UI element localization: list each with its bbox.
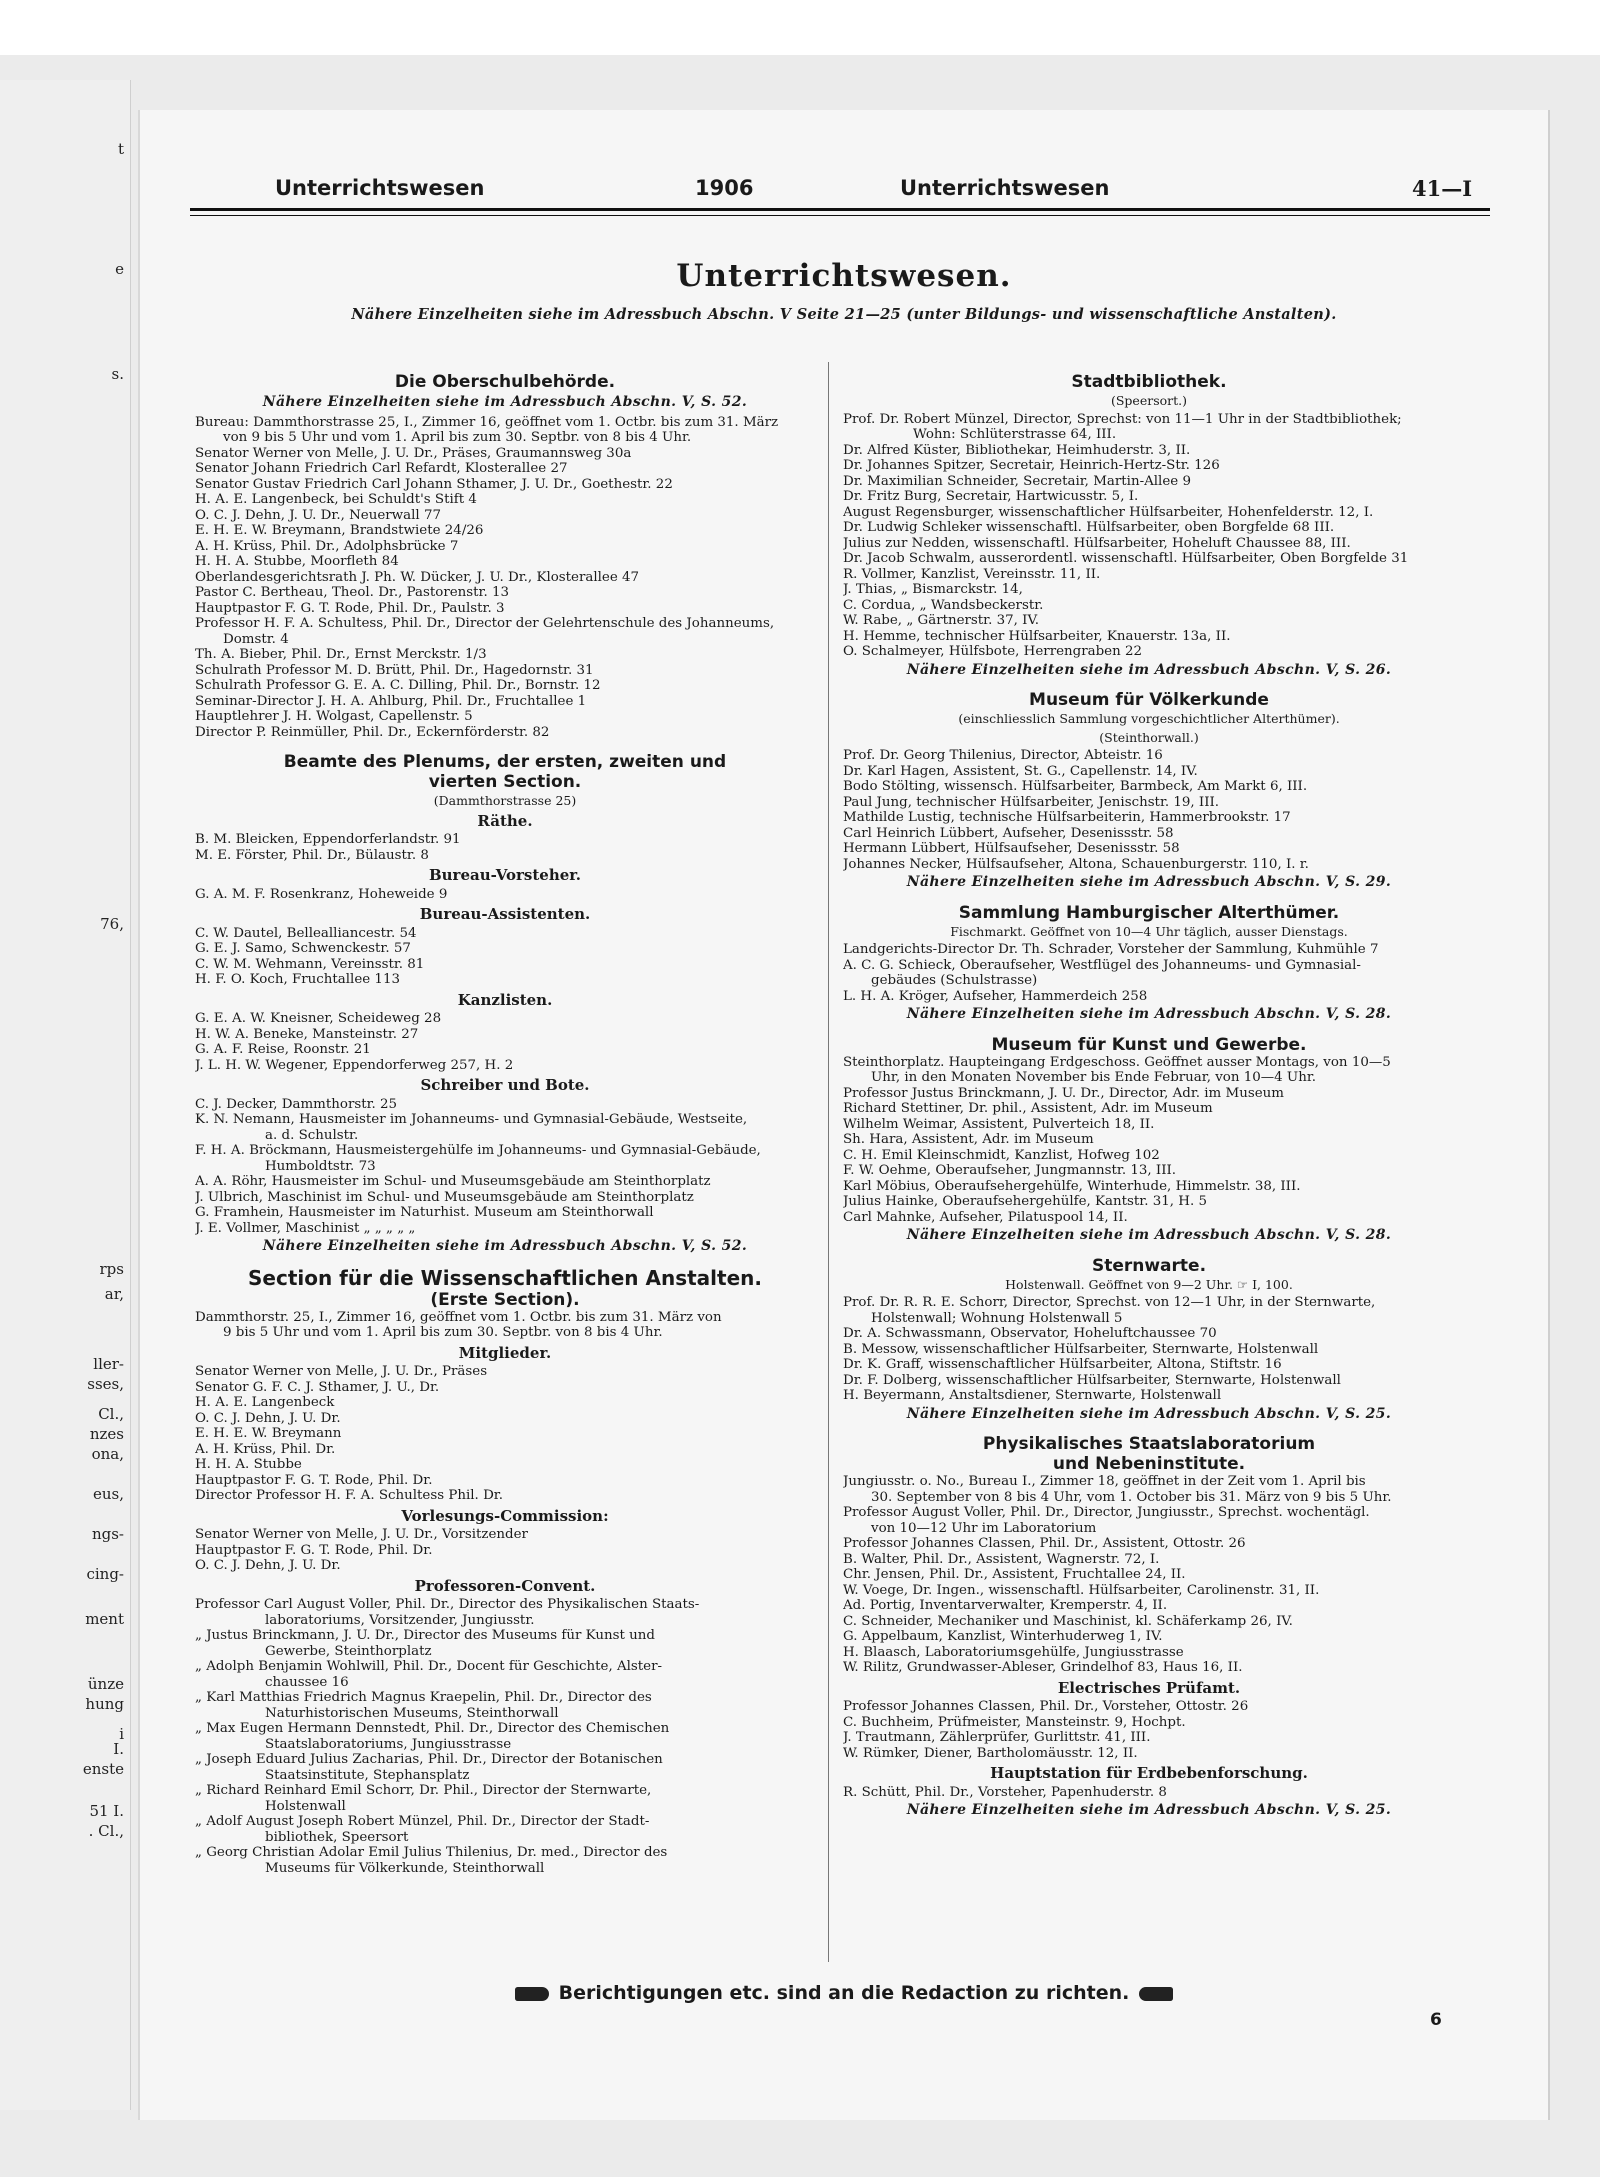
entry-line: Professor H. F. A. Schultess, Phil. Dr., Director der Gelehrtenschule des Johanneums, bbox=[195, 616, 775, 631]
entry-line: H. H. A. Stubbe bbox=[195, 1457, 302, 1472]
entry-line: B. Walter, Phil. Dr., Assistent, Wagnerstr. 72, I. bbox=[843, 1551, 1160, 1567]
section-title: Physikalisches Staatslaboratorium bbox=[982, 1434, 1316, 1454]
reference-note: Nähere Einzelheiten siehe im Adressbuch Abschn. V, S. 25. bbox=[906, 1405, 1392, 1422]
document-page bbox=[138, 110, 1548, 2120]
subsection-title: Schreiber und Bote. bbox=[420, 1076, 590, 1094]
entry-line: A. C. G. Schieck, Oberaufseher, Westflügel des Johanneums- und Gymnasial- bbox=[843, 957, 1361, 973]
entry-line: August Regensburger, wissenschaftlicher Hülfsarbeiter, Hohenfelderstr. 12, I. bbox=[843, 504, 1374, 520]
entry-line: von 9 bis 5 Uhr und vom 1. April bis zum 30. Septbr. von 8 bis 4 Uhr. bbox=[223, 430, 692, 445]
entry-line: H. W. A. Beneke, Mansteinstr. 27 bbox=[195, 1026, 419, 1042]
entry-line: „ Max Eugen Hermann Dennstedt, Phil. Dr., Director des Chemischen bbox=[195, 1721, 670, 1736]
margin-fragment: sses, bbox=[87, 1375, 124, 1393]
entry-line: chaussee 16 bbox=[265, 1674, 349, 1690]
entry-line: H. F. O. Koch, Fruchtallee 113 bbox=[195, 972, 400, 987]
margin-fragment: ona, bbox=[91, 1445, 124, 1463]
entry-line: „ Joseph Eduard Julius Zacharias, Phil. Dr., Director der Botanischen bbox=[195, 1752, 663, 1767]
section-title: Die Oberschulbehörde. bbox=[394, 372, 616, 392]
entry-line: Dr. Fritz Burg, Secretair, Hartwicusstr. 5, I. bbox=[843, 489, 1139, 504]
entry-line: G. A. M. F. Rosenkranz, Hoheweide 9 bbox=[195, 886, 448, 902]
entry-line: Senator G. F. C. J. Sthamer, J. U., Dr. bbox=[195, 1379, 440, 1395]
margin-fragment: ller- bbox=[93, 1355, 124, 1373]
section-title: Sammlung Hamburgischer Alterthümer. bbox=[958, 902, 1340, 923]
entry-line: G. Framhein, Hausmeister im Naturhist. Museum am Steinthorwall bbox=[195, 1205, 654, 1220]
entry-line: Professor Carl August Voller, Phil. Dr., Director des Physikalischen Staats- bbox=[195, 1597, 700, 1612]
subsection-title: Kanzlisten. bbox=[457, 990, 553, 1009]
entry-line: H. Blaasch, Laboratoriumsgehülfe, Jungiusstrasse bbox=[843, 1644, 1184, 1660]
section-title-cont: (Erste Section). bbox=[430, 1289, 580, 1310]
entry-line: Karl Möbius, Oberaufsehergehülfe, Winterhude, Himmelstr. 38, III. bbox=[843, 1178, 1301, 1194]
section-note: Fischmarkt. Geöffnet von 10—4 Uhr täglich, ausser Dienstags. bbox=[950, 923, 1348, 939]
entry-line: gebäudes (Schulstrasse) bbox=[871, 973, 1038, 988]
entry-line: Johannes Necker, Hülfsaufseher, Altona, Schauenburgerstr. 110, I. r. bbox=[843, 856, 1309, 872]
entry-line: Steinthorplatz. Haupteingang Erdgeschoss. Geöffnet ausser Montags, von 10—5 bbox=[843, 1054, 1391, 1070]
entry-line: G. A. F. Reise, Roonstr. 21 bbox=[195, 1042, 371, 1057]
entry-line: Senator Werner von Melle, J. U. Dr., Vorsitzender bbox=[195, 1527, 528, 1542]
entry-line: H. Beyermann, Anstaltsdiener, Sternwarte, Holstenwall bbox=[843, 1388, 1222, 1403]
margin-fragment: . Cl., bbox=[88, 1822, 124, 1840]
margin-fragment: t bbox=[117, 140, 124, 158]
entry-line: B. Messow, wissenschaftlicher Hülfsarbeiter, Sternwarte, Holstenwall bbox=[843, 1341, 1319, 1357]
entry-line: Mathilde Lustig, technische Hülfsarbeiterin, Hammerbrookstr. 17 bbox=[843, 810, 1291, 825]
entry-line: F. H. A. Bröckmann, Hausmeistergehülfe im Johanneums- und Gymnasial-Gebäude, bbox=[195, 1143, 761, 1158]
entry-line: a. d. Schulstr. bbox=[265, 1127, 359, 1143]
pointing-hand-icon bbox=[1139, 1987, 1173, 2001]
footer-text: Berichtigungen etc. sind an die Redaction zu richten. bbox=[558, 1982, 1130, 2004]
header-page: 41—I bbox=[1412, 176, 1473, 201]
entry-line: M. E. Förster, Phil. Dr., Bülaustr. 8 bbox=[195, 847, 429, 863]
adjacent-page-fragment bbox=[0, 80, 131, 2110]
entry-line: J. Trautmann, Zählerprüfer, Gurlittstr. 41, III. bbox=[843, 1730, 1151, 1745]
entry-line: H. Hemme, technischer Hülfsarbeiter, Knauerstr. 13a, II. bbox=[843, 628, 1231, 644]
entry-line: H. A. E. Langenbeck bbox=[195, 1395, 335, 1410]
entry-line: K. N. Nemann, Hausmeister im Johanneums- und Gymnasial-Gebäude, Westseite, bbox=[195, 1112, 748, 1127]
entry-line: Staatsinstitute, Stephansplatz bbox=[265, 1767, 470, 1783]
entry-line: Professor Justus Brinckmann, J. U. Dr., Director, Adr. im Museum bbox=[843, 1085, 1284, 1101]
entry-line: E. H. E. W. Breymann bbox=[195, 1426, 342, 1441]
entry-line: 30. September von 8 bis 4 Uhr, vom 1. October bis 31. März von 9 bis 5 Uhr. bbox=[871, 1489, 1392, 1505]
reference-note: Nähere Einzelheiten siehe im Adressbuch Abschn. V, S. 52. bbox=[262, 1238, 748, 1254]
section-title: Museum für Völkerkunde bbox=[1029, 690, 1269, 710]
entry-line: Carl Heinrich Lübbert, Aufseher, Desenissstr. 58 bbox=[843, 825, 1174, 841]
entry-line: B. M. Bleicken, Eppendorferlandstr. 91 bbox=[195, 832, 461, 847]
section-title: Sternwarte. bbox=[1091, 1255, 1207, 1276]
entry-line: „ Adolf August Joseph Robert Münzel, Phil. Dr., Director der Stadt- bbox=[195, 1814, 650, 1829]
entry-line: Dr. F. Dolberg, wissenschaftlicher Hülfsarbeiter, Sternwarte, Holstenwall bbox=[843, 1372, 1341, 1388]
section-title: Museum für Kunst und Gewerbe. bbox=[991, 1034, 1307, 1055]
subsection-title: Bureau-Vorsteher. bbox=[428, 866, 582, 884]
entry-line: Gewerbe, Steinthorplatz bbox=[265, 1643, 432, 1659]
entry-line: C. Buchheim, Prüfmeister, Mansteinstr. 9, Hochpt. bbox=[843, 1714, 1186, 1730]
entry-line: Seminar-Director J. H. A. Ahlburg, Phil. Dr., Fruchtallee 1 bbox=[195, 693, 587, 709]
left-column bbox=[195, 360, 815, 1876]
right-column bbox=[843, 360, 1455, 1823]
entry-line: W. Voege, Dr. Ingen., wissenschaftl. Hülfsarbeiter, Carolinenstr. 31, II. bbox=[843, 1582, 1320, 1598]
entry-line: Dr. Johannes Spitzer, Secretair, Heinrich-Hertz-Str. 126 bbox=[843, 458, 1220, 473]
entry-line: Naturhistorischen Museums, Steinthorwall bbox=[265, 1705, 559, 1721]
entry-line: Senator Johann Friedrich Carl Refardt, Klosterallee 27 bbox=[195, 461, 568, 476]
entry-line: C. W. Dautel, Bellealliancestr. 54 bbox=[195, 925, 417, 941]
margin-fragment: nzes bbox=[89, 1425, 124, 1443]
entry-line: Julius Hainke, Oberaufsehergehülfe, Kantstr. 31, H. 5 bbox=[843, 1194, 1207, 1209]
entry-line: Dr. Alfred Küster, Bibliothekar, Heimhuderstr. 3, II. bbox=[843, 442, 1191, 458]
entry-line: W. Rabe, „ Gärtnerstr. 37, IV. bbox=[843, 613, 1040, 628]
entry-line: R. Schütt, Phil. Dr., Vorsteher, Papenhuderstr. 8 bbox=[843, 1784, 1167, 1800]
entry-line: Oberlandesgerichtsrath J. Ph. W. Dücker, J. U. Dr., Klosterallee 47 bbox=[195, 569, 640, 585]
section-note: (einschliesslich Sammlung vorgeschichtlicher Alterthümer). bbox=[958, 711, 1340, 726]
entry-line: Julius zur Nedden, wissenschaftl. Hülfsarbeiter, Hoheluft Chaussee 88, III. bbox=[843, 535, 1351, 551]
entry-line: bibliothek, Speersort bbox=[265, 1829, 409, 1845]
entry-line: Ad. Portig, Inventarverwalter, Kremperstr. 4, II. bbox=[843, 1598, 1168, 1613]
entry-line: Prof. Dr. R. R. E. Schorr, Director, Sprechst. von 12—1 Uhr, in der Sternwarte, bbox=[843, 1295, 1376, 1310]
header-year: 1906 bbox=[695, 176, 754, 200]
entry-line: Sh. Hara, Assistent, Adr. im Museum bbox=[843, 1132, 1094, 1147]
reference-note: Nähere Einzelheiten siehe im Adressbuch Abschn. V, S. 52. bbox=[262, 394, 748, 410]
page-number: 6 bbox=[1430, 2010, 1442, 2030]
entry-line: Dr. K. Graff, wissenschaftlicher Hülfsarbeiter, Altona, Stiftstr. 16 bbox=[843, 1357, 1282, 1372]
entry-line: F. W. Oehme, Oberaufseher, Jungmannstr. 13, III. bbox=[843, 1163, 1177, 1178]
entry-line: Prof. Dr. Georg Thilenius, Director, Abteistr. 16 bbox=[843, 748, 1163, 763]
entry-line: Chr. Jensen, Phil. Dr., Assistent, Fruchtallee 24, II. bbox=[843, 1567, 1186, 1582]
entry-line: Th. A. Bieber, Phil. Dr., Ernst Merckstr. 1/3 bbox=[195, 647, 487, 662]
entry-line: E. H. E. W. Breymann, Brandstwiete 24/26 bbox=[195, 523, 484, 538]
subsection-title: Hauptstation für Erdbebenforschung. bbox=[990, 1764, 1308, 1782]
entry-line: von 10—12 Uhr im Laboratorium bbox=[871, 1520, 1097, 1536]
entry-line: W. Rilitz, Grundwasser-Ableser, Grindelhof 83, Haus 16, II. bbox=[843, 1660, 1243, 1675]
entry-line: Pastor C. Bertheau, Theol. Dr., Pastorenstr. 13 bbox=[195, 585, 510, 600]
entry-line: „ Justus Brinckmann, J. U. Dr., Director des Museums für Kunst und bbox=[195, 1628, 655, 1643]
entry-line: Dr. Ludwig Schleker wissenschaftl. Hülfsarbeiter, oben Borgfelde 68 III. bbox=[843, 520, 1335, 535]
section-title: Beamte des Plenums, der ersten, zweiten und bbox=[283, 752, 727, 772]
entry-line: Dr. Maximilian Schneider, Secretair, Martin-Allee 9 bbox=[843, 473, 1191, 489]
entry-line: Hauptpastor F. G. T. Rode, Phil. Dr. bbox=[195, 1472, 433, 1488]
entry-line: Professor Johannes Classen, Phil. Dr., Vorsteher, Ottostr. 26 bbox=[843, 1699, 1249, 1714]
entry-line: Dammthorstr. 25, I., Zimmer 16, geöffnet vom 1. Octbr. bis zum 31. März von bbox=[195, 1309, 722, 1325]
entry-line: Jungiusstr. o. No., Bureau I., Zimmer 18, geöffnet in der Zeit vom 1. April bis bbox=[843, 1474, 1366, 1489]
section-note: (Steinthorwall.) bbox=[1099, 729, 1199, 745]
entry-line: Bodo Stölting, wissensch. Hülfsarbeiter, Barmbeck, Am Markt 6, III. bbox=[843, 779, 1308, 794]
subsection-title: Vorlesungs-Commission: bbox=[401, 1506, 609, 1525]
entry-line: Hauptpastor F. G. T. Rode, Phil. Dr. bbox=[195, 1542, 433, 1558]
entry-line: J. E. Vollmer, Maschinist „ „ „ „ „ bbox=[195, 1220, 416, 1236]
section-title-cont: und Nebeninstitute. bbox=[1052, 1454, 1246, 1474]
margin-fragment: I. bbox=[113, 1740, 124, 1758]
entry-line: C. H. Emil Kleinschmidt, Kanzlist, Hofweg 102 bbox=[843, 1147, 1160, 1163]
entry-line: W. Rümker, Diener, Bartholomäusstr. 12, II. bbox=[843, 1745, 1138, 1761]
subsection-title: Professoren-Convent. bbox=[414, 1576, 596, 1595]
entry-line: Hauptlehrer J. H. Wolgast, Capellenstr. 5 bbox=[195, 709, 473, 724]
reference-note: Nähere Einzelheiten siehe im Adressbuch Abschn. V, S. 29. bbox=[906, 874, 1392, 890]
entry-line: Hauptpastor F. G. T. Rode, Phil. Dr., Paulstr. 3 bbox=[195, 600, 505, 616]
margin-fragment: e bbox=[115, 260, 124, 278]
entry-line: Carl Mahnke, Aufseher, Pilatuspool 14, II. bbox=[843, 1209, 1128, 1225]
entry-line: Staatslaboratoriums, Jungiusstrasse bbox=[265, 1736, 512, 1752]
column-divider bbox=[828, 362, 829, 1962]
margin-fragment: ar, bbox=[104, 1285, 124, 1303]
footer-notice bbox=[140, 1982, 1548, 2004]
margin-fragment: 51 I. bbox=[89, 1802, 124, 1820]
section-note: Holstenwall. Geöffnet von 9—2 Uhr. ☞ I, 100. bbox=[1005, 1276, 1293, 1292]
subsection-title: Bureau-Assistenten. bbox=[419, 905, 591, 923]
entry-line: Landgerichts-Director Dr. Th. Schrader, Vorsteher der Sammlung, Kuhmühle 7 bbox=[843, 942, 1379, 957]
entry-line: Holstenwall; Wohnung Holstenwall 5 bbox=[871, 1310, 1123, 1326]
entry-line: J. L. H. W. Wegener, Eppendorferweg 257, H. 2 bbox=[195, 1057, 514, 1073]
margin-fragment: Cl., bbox=[98, 1405, 124, 1423]
subsection-title: Mitglieder. bbox=[458, 1343, 552, 1362]
entry-line: Uhr, in den Monaten November bis Ende Februar, von 10—4 Uhr. bbox=[871, 1070, 1317, 1085]
margin-fragment: ngs- bbox=[91, 1525, 124, 1543]
entry-line: O. C. J. Dehn, J. U. Dr., Neuerwall 77 bbox=[195, 507, 441, 523]
entry-line: C. J. Decker, Dammthorstr. 25 bbox=[195, 1096, 398, 1112]
entry-line: O. C. J. Dehn, J. U. Dr. bbox=[195, 1558, 341, 1573]
entry-line: J. Ulbrich, Maschinist im Schul- und Museumsgebäude am Steinthorplatz bbox=[195, 1189, 694, 1205]
entry-line: „ Karl Matthias Friedrich Magnus Kraepelin, Phil. Dr., Director des bbox=[195, 1690, 652, 1705]
entry-line: Hermann Lübbert, Hülfsaufseher, Desenissstr. 58 bbox=[843, 841, 1180, 856]
margin-fragment: ment bbox=[85, 1610, 124, 1628]
entry-line: laboratoriums, Vorsitzender, Jungiusstr. bbox=[265, 1612, 535, 1628]
entry-line: Schulrath Professor G. E. A. C. Dilling, Phil. Dr., Bornstr. 12 bbox=[195, 678, 601, 693]
margin-fragment: ünze bbox=[87, 1675, 124, 1693]
margin-fragment: s. bbox=[111, 365, 124, 383]
entry-line: Museums für Völkerkunde, Steinthorwall bbox=[265, 1860, 545, 1876]
reference-note: Nähere Einzelheiten siehe im Adressbuch Abschn. V, S. 26. bbox=[906, 661, 1392, 678]
margin-fragment: cing- bbox=[86, 1565, 124, 1583]
margin-fragment: 76, bbox=[100, 915, 124, 933]
subsection-title: Electrisches Prüfamt. bbox=[1057, 1678, 1241, 1697]
section-title: Stadtbibliothek. bbox=[1071, 372, 1227, 392]
section-title: Section für die Wissenschaftlichen Anstalten. bbox=[248, 1265, 762, 1290]
page-title: Unterrichtswesen. bbox=[676, 258, 1012, 294]
section-note: (Speersort.) bbox=[1110, 393, 1187, 408]
reference-note: Nähere Einzelheiten siehe im Adressbuch Abschn. V, S. 25. bbox=[906, 1802, 1392, 1818]
margin-fragment: hung bbox=[85, 1695, 124, 1713]
subsection-title: Räthe. bbox=[477, 811, 533, 830]
margin-fragment: rps bbox=[99, 1260, 124, 1278]
entry-line: Professor August Voller, Phil. Dr., Director, Jungiusstr., Sprechst. wochentägl. bbox=[843, 1505, 1370, 1520]
entry-line: Bureau: Dammthorstrasse 25, I., Zimmer 16, geöffnet vom 1. Octbr. bis zum 31. März bbox=[195, 414, 779, 430]
entry-line: Wilhelm Weimar, Assistent, Pulverteich 18, II. bbox=[843, 1116, 1155, 1132]
margin-fragment: enste bbox=[82, 1760, 124, 1778]
entry-line: Schulrath Professor M. D. Brütt, Phil. Dr., Hagedornstr. 31 bbox=[195, 662, 594, 678]
entry-line: A. H. Krüss, Phil. Dr., Adolphsbrücke 7 bbox=[195, 538, 459, 554]
entry-line: G. E. A. W. Kneisner, Scheideweg 28 bbox=[195, 1011, 442, 1026]
entry-line: Senator Gustav Friedrich Carl Johann Sthamer, J. U. Dr., Goethestr. 22 bbox=[195, 476, 673, 492]
entry-line: Professor Johannes Classen, Phil. Dr., Assistent, Ottostr. 26 bbox=[843, 1536, 1246, 1551]
header-right: Unterrichtswesen bbox=[900, 176, 1110, 200]
entry-line: G. Appelbaum, Kanzlist, Winterhuderweg 1, IV. bbox=[843, 1629, 1163, 1644]
entry-line: Wohn: Schlüterstrasse 64, III. bbox=[913, 427, 1117, 442]
reference-note: Nähere Einzelheiten siehe im Adressbuch Abschn. V, S. 28. bbox=[906, 1006, 1392, 1022]
entry-line: Paul Jung, technischer Hülfsarbeiter, Jenischstr. 19, III. bbox=[843, 794, 1220, 810]
entry-line: Dr. A. Schwassmann, Observator, Hoheluftchaussee 70 bbox=[843, 1326, 1217, 1341]
entry-line: H. H. A. Stubbe, Moorfleth 84 bbox=[195, 554, 399, 569]
entry-line: A. A. Röhr, Hausmeister im Schul- und Museumsgebäude am Steinthorplatz bbox=[195, 1174, 711, 1189]
entry-line: O. Schalmeyer, Hülfsbote, Herrengraben 22 bbox=[843, 644, 1143, 659]
margin-fragment: eus, bbox=[92, 1485, 124, 1503]
running-header bbox=[190, 170, 1490, 206]
entry-line: Holstenwall bbox=[265, 1798, 346, 1814]
entry-line: Humboldtstr. 73 bbox=[265, 1158, 376, 1174]
entry-line: 9 bis 5 Uhr und vom 1. April bis zum 30. Septbr. von 8 bis 4 Uhr. bbox=[223, 1325, 663, 1340]
entry-line: J. Thias, „ Bismarckstr. 14, bbox=[843, 582, 1023, 597]
entry-line: R. Vollmer, Kanzlist, Vereinsstr. 11, II. bbox=[843, 566, 1101, 582]
entry-line: C. Schneider, Mechaniker und Maschinist, kl. Schäferkamp 26, IV. bbox=[843, 1613, 1293, 1629]
section-title-cont: vierten Section. bbox=[428, 772, 582, 792]
entry-line: Senator Werner von Melle, J. U. Dr., Präses bbox=[195, 1364, 488, 1379]
header-left: Unterrichtswesen bbox=[275, 176, 485, 200]
margin-fragment: i bbox=[119, 1725, 124, 1743]
entry-line: O. C. J. Dehn, J. U. Dr. bbox=[195, 1410, 341, 1426]
entry-line: L. H. A. Kröger, Aufseher, Hammerdeich 258 bbox=[843, 988, 1148, 1004]
entry-line: „ Richard Reinhard Emil Schorr, Dr. Phil., Director der Sternwarte, bbox=[195, 1783, 652, 1798]
entry-line: C. W. M. Wehmann, Vereinsstr. 81 bbox=[195, 956, 425, 972]
entry-line: Richard Stettiner, Dr. phil., Assistent, Adr. im Museum bbox=[843, 1101, 1213, 1116]
entry-line: Director Professor H. F. A. Schultess Phil. Dr. bbox=[195, 1488, 503, 1503]
entry-line: „ Adolph Benjamin Wohlwill, Phil. Dr., Docent für Geschichte, Alster- bbox=[195, 1659, 663, 1674]
header-rule bbox=[190, 208, 1490, 216]
entry-line: „ Georg Christian Adolar Emil Julius Thilenius, Dr. med., Director des bbox=[195, 1845, 668, 1860]
entry-line: Dr. Jacob Schwalm, ausserordentl. wissenschaftl. Hülfsarbeiter, Oben Borgfelde 31 bbox=[843, 551, 1409, 566]
entry-line: C. Cordua, „ Wandsbeckerstr. bbox=[843, 597, 1044, 613]
entry-line: A. H. Krüss, Phil. Dr. bbox=[195, 1441, 336, 1457]
entry-line: Director P. Reinmüller, Phil. Dr., Eckernförderstr. 82 bbox=[195, 724, 550, 740]
entry-line: Dr. Karl Hagen, Assistent, St. G., Capellenstr. 14, IV. bbox=[843, 763, 1198, 779]
entry-line: Domstr. 4 bbox=[223, 631, 289, 647]
section-note: (Dammthorstrasse 25) bbox=[433, 793, 577, 808]
entry-line: Prof. Dr. Robert Münzel, Director, Sprechst: von 11—1 Uhr in der Stadtbibliothek; bbox=[843, 411, 1402, 427]
page-subtitle: Nähere Einzelheiten siehe im Adressbuch Abschn. V Seite 21—25 (unter Bildungs- und wissenschaftliche Anstalten). bbox=[351, 306, 1337, 323]
entry-line: Senator Werner von Melle, J. U. Dr., Präses, Graumannsweg 30a bbox=[195, 445, 632, 461]
reference-note: Nähere Einzelheiten siehe im Adressbuch Abschn. V, S. 28. bbox=[906, 1227, 1392, 1243]
entry-line: G. E. J. Samo, Schwenckestr. 57 bbox=[195, 941, 411, 956]
pointing-hand-icon bbox=[515, 1987, 549, 2001]
entry-line: H. A. E. Langenbeck, bei Schuldt's Stift 4 bbox=[195, 492, 477, 507]
